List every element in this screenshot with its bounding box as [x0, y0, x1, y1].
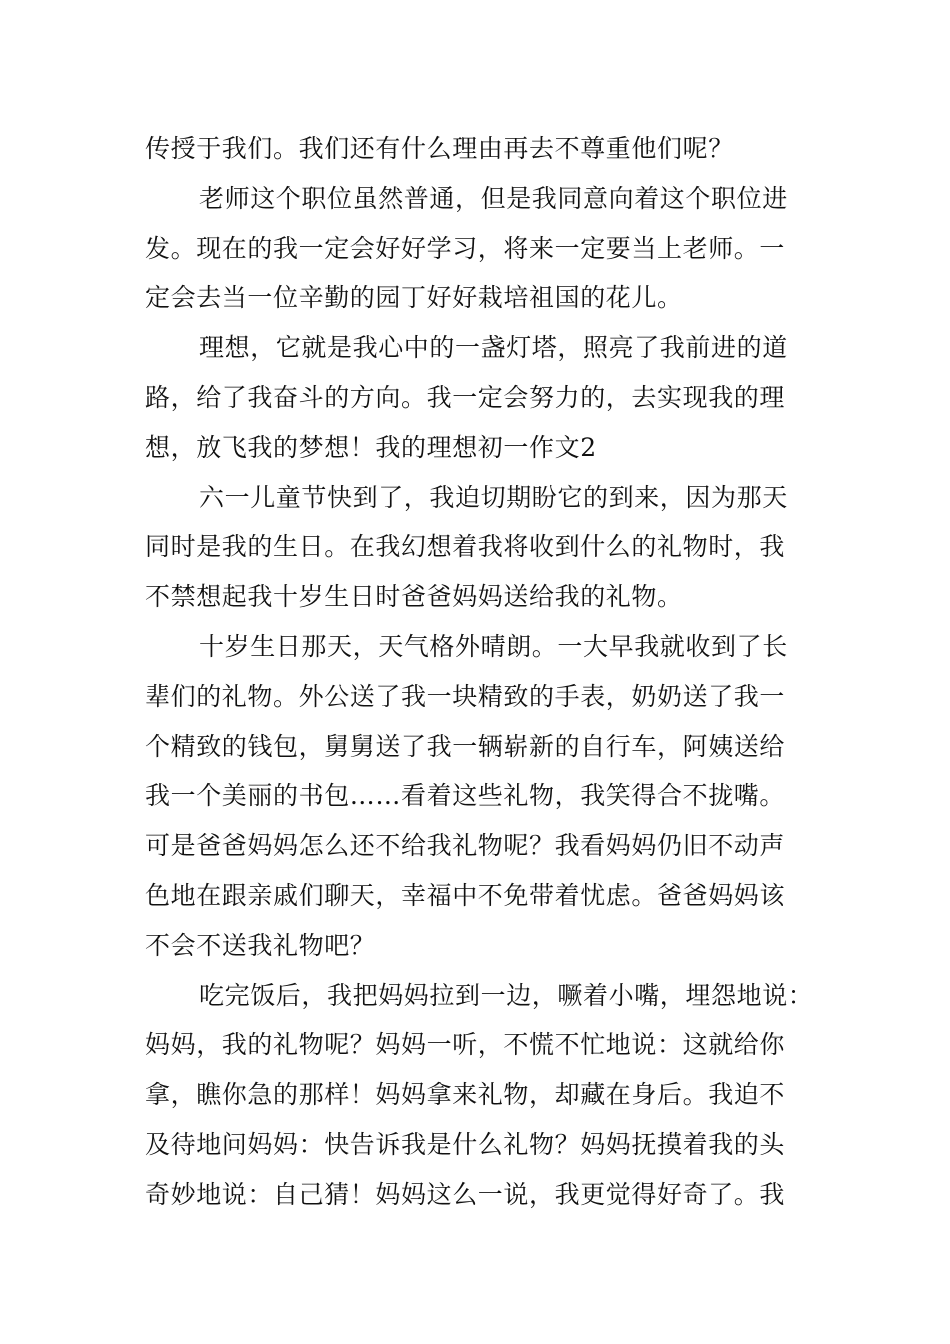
- text-line: 十岁生日那天，天气格外晴朗。一大早我就收到了长: [199, 631, 788, 661]
- text-line: 辈们的礼物。外公送了我一块精致的手表，奶奶送了我一: [145, 681, 786, 711]
- text-line: 我一个美丽的书包……看着这些礼物，我笑得合不拢嘴。: [145, 781, 786, 811]
- text-line: 路，给了我奋斗的方向。我一定会努力的，去实现我的理: [145, 382, 786, 412]
- text-line: 色地在跟亲戚们聊天，幸福中不免带着忧虑。爸爸妈妈该: [145, 880, 786, 910]
- text-line: 想，放飞我的梦想！我的理想初一作文2: [145, 432, 597, 462]
- text-line: 老师这个职位虽然普通，但是我同意向着这个职位进: [199, 183, 788, 213]
- text-line: 不禁想起我十岁生日时爸爸妈妈送给我的礼物。: [145, 582, 683, 612]
- text-line: 奇妙地说：自己猜！妈妈这么一说，我更觉得好奇了。我: [145, 1179, 786, 1209]
- text-line: 定会去当一位辛勤的园丁好好栽培祖国的花儿。: [145, 283, 683, 313]
- text-line: 可是爸爸妈妈怎么还不给我礼物呢？我看妈妈仍旧不动声: [145, 831, 786, 861]
- text-line: 理想，它就是我心中的一盏灯塔，照亮了我前进的道: [199, 333, 788, 363]
- text-line: 妈妈，我的礼物呢？妈妈一听，不慌不忙地说：这就给你: [145, 1030, 786, 1060]
- text-line: 六一儿童节快到了，我迫切期盼它的到来，因为那天: [199, 482, 788, 512]
- text-line: 吃完饭后，我把妈妈拉到一边，噘着小嘴，埋怨地说：: [199, 980, 814, 1010]
- text-line: 及待地问妈妈：快告诉我是什么礼物？妈妈抚摸着我的头: [145, 1129, 786, 1159]
- text-line: 拿，瞧你急的那样！妈妈拿来礼物，却藏在身后。我迫不: [145, 1080, 786, 1110]
- text-line: 传授于我们。我们还有什么理由再去不尊重他们呢？: [145, 134, 734, 163]
- text-line: 个精致的钱包，舅舅送了我一辆崭新的自行车，阿姨送给: [145, 731, 786, 761]
- essay-text-block: [145, 124, 814, 1220]
- text-line: 同时是我的生日。在我幻想着我将收到什么的礼物时，我: [145, 532, 786, 562]
- text-line: 不会不送我礼物吧？: [145, 930, 376, 960]
- text-line: 发。现在的我一定会好好学习，将来一定要当上老师。一: [145, 233, 786, 263]
